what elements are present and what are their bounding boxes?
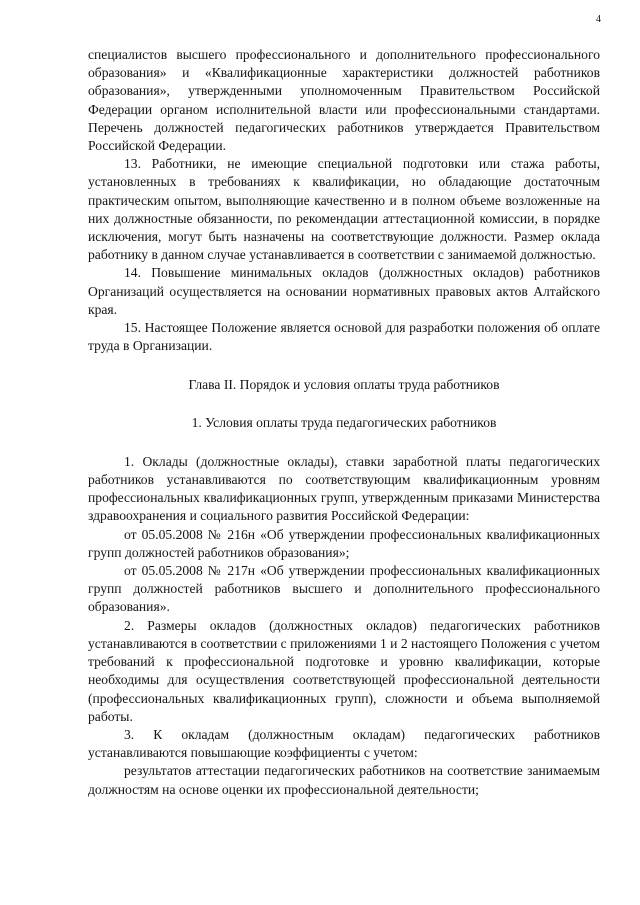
section-item-2: 2. Размеры окладов (должностных окладов) педагогических работников устанавливаются в соответствии с приложениями 1 и 2 настоящего Положения с учетом требований к профессиональной подготовке и уровню квалификации, которые необходимы для осуществления соответствующей профессиональной деятельности (профессиональных квалификационных групп), сложности и объема выполняемой работы. bbox=[88, 617, 601, 724]
page-number: 4 bbox=[596, 14, 601, 25]
document-body bbox=[88, 46, 600, 799]
paragraph-15: 15. Настоящее Положение является основой для разработки положения об оплате труда в Организации. bbox=[88, 320, 600, 354]
paragraph-continuation: специалистов высшего профессионального и дополнительного профессионального образования» и «Квалификационные характеристики должностей работников образования», утвержденными уполномоченным Правительством Российской Федерации органом исполнительной власти или профессиональными стандартами. Перечень должностей педагогических работников утверждается Правительством Российской Федерации. bbox=[88, 47, 600, 154]
section-item-1: 1. Оклады (должностные оклады), ставки заработной платы педагогических работников устанавливаются по соответствующим квалификационным уровням профессиональных квалификационных групп, утвержденным приказами Министерства здравоохранения и социального развития Российской Федерации: bbox=[88, 453, 600, 524]
paragraph-13: 13. Работники, не имеющие специальной подготовки или стажа работы, установленных в требованиях к квалификации, но обладающие достаточным практическим опытом, выполняющие качественно и в полном объеме возложенные на них должностные обязанности, по рекомендации аттестационной комиссии, в порядке исключения, могут быть назначены на соответствующие должности. Размер оклада работнику в данном случае устанавливается в соответствии с занимаемой должностью. bbox=[88, 156, 600, 263]
section-item-1-order-217n: от 05.05.2008 № 217н «Об утверждении профессиональных квалификационных групп должностей работников высшего и дополнительного профессионального образования». bbox=[88, 563, 600, 615]
section-item-3-attestation: результатов аттестации педагогических работников на соответствие занимаемым должностям на основе оценки их профессиональной деятельности; bbox=[88, 763, 600, 797]
paragraph-14: 14. Повышение минимальных окладов (должностных окладов) работников Организаций осуществляется на основании нормативных правовых актов Алтайского края. bbox=[88, 265, 600, 317]
section-heading: 1. Условия оплаты труда педагогических работников bbox=[191, 414, 497, 430]
section-item-1-order-216n: от 05.05.2008 № 216н «Об утверждении профессиональных квалификационных групп должностей работников образования»; bbox=[88, 526, 600, 560]
chapter-heading: Глава II. Порядок и условия оплаты труда работников bbox=[188, 377, 500, 393]
section-item-3: 3. К окладам (должностным окладам) педагогических работников устанавливаются повышающие коэффициенты с учетом: bbox=[88, 726, 600, 761]
